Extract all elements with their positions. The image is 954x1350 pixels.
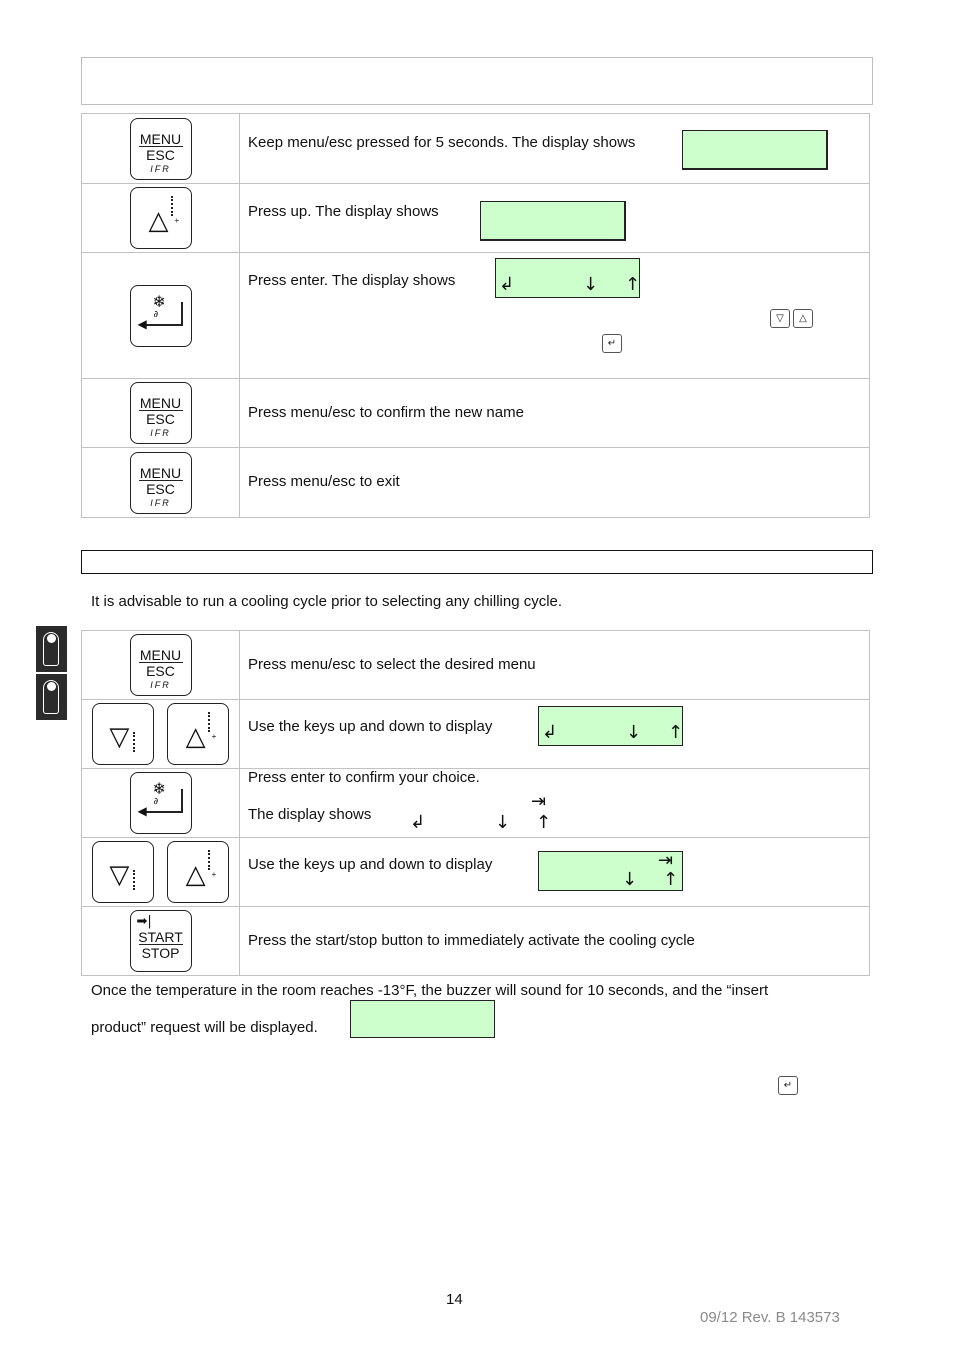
step-text-cell: [240, 184, 870, 253]
menu-esc-key-icon: MENU ESC IFR: [130, 634, 192, 696]
step-key-cell: [82, 838, 240, 907]
up-arrow-icon: ↑: [625, 274, 641, 295]
table-row: [82, 631, 870, 700]
step-text-cell: [240, 838, 870, 907]
up-arrow-icon: ↑: [663, 869, 679, 890]
step-key-cell: [82, 114, 240, 184]
section1-header-box: [81, 57, 873, 105]
step-text-cell: [240, 253, 870, 379]
down-arrow-icon: ↓: [626, 722, 642, 743]
section1-steps-table: [81, 113, 870, 518]
step-key-cell: [82, 907, 240, 976]
step-key-cell: [82, 184, 240, 253]
step-instruction: Use the keys up and down to display: [248, 856, 493, 873]
step-instruction: Press enter to confirm your choice.: [248, 769, 480, 786]
up-key-icon: △ +: [167, 841, 229, 903]
section2-outro-line2: product” request will be displayed.: [91, 1019, 318, 1036]
up-key-icon: △ +: [130, 187, 192, 249]
start-stop-key-icon: ➡| START STOP: [130, 910, 192, 972]
up-arrow-icon: ↑: [536, 812, 552, 833]
step-instruction: Press up. The display shows: [248, 203, 439, 220]
table-row: [82, 700, 870, 769]
step-key-cell: [82, 253, 240, 379]
section2-header-box: [81, 550, 873, 574]
up-key-mini-icon: △: [793, 309, 813, 328]
lcd-display: [538, 851, 683, 891]
operator-badge-icon: [36, 626, 67, 672]
tab-arrow-icon: ⇥: [531, 791, 547, 812]
step-instruction-2: The display shows: [248, 806, 372, 823]
menu-esc-key-icon: MENU ESC IFR: [130, 382, 192, 444]
step-instruction: Use the keys up and down to display: [248, 718, 493, 735]
down-arrow-icon: ↓: [495, 812, 511, 833]
step-instruction: Press menu/esc to exit: [248, 473, 400, 490]
menu-esc-key-icon: MENU ESC IFR: [130, 452, 192, 514]
lcd-display: [538, 706, 683, 746]
step-key-cell: [82, 700, 240, 769]
enter-key-icon: ❄ ∂ ◀: [130, 285, 192, 347]
table-row: [82, 838, 870, 907]
step-text-cell: [240, 769, 870, 838]
step-text-cell: [240, 907, 870, 976]
step-key-cell: [82, 769, 240, 838]
lcd-display: [682, 130, 828, 170]
up-arrow-icon: ↑: [668, 722, 684, 743]
enter-arrow-icon: ↲: [410, 812, 426, 833]
step-instruction: Press menu/esc to select the desired menu: [248, 656, 536, 673]
enter-key-icon: ❄ ∂ ◀: [130, 772, 192, 834]
table-row: [82, 907, 870, 976]
step-instruction: Press menu/esc to confirm the new name: [248, 404, 524, 421]
section2-intro: It is advisable to run a cooling cycle prior to selecting any chilling cycle.: [91, 593, 563, 610]
revision-label: 09/12 Rev. B 143573: [700, 1309, 840, 1326]
section2-steps-table: [81, 630, 870, 976]
menu-esc-key-icon: MENU ESC IFR: [130, 118, 192, 180]
step-text-cell: [240, 631, 870, 700]
down-arrow-icon: ↓: [622, 869, 638, 890]
table-row: [82, 184, 870, 253]
step-text-cell: [240, 114, 870, 184]
step-instruction: Keep menu/esc pressed for 5 seconds. The display shows: [248, 134, 636, 151]
down-arrow-icon: ↓: [583, 274, 599, 295]
lcd-display: [495, 258, 640, 298]
enter-key-mini-icon: ↵: [602, 334, 622, 353]
table-row: [82, 769, 870, 838]
down-key-icon: ▽: [92, 703, 154, 765]
enter-arrow-icon: ↲: [542, 722, 558, 743]
step-text-cell: [240, 448, 870, 518]
lcd-display: [480, 201, 626, 241]
step-text-cell: [240, 700, 870, 769]
section2-outro-line1: Once the temperature in the room reaches -13°F, the buzzer will sound for 10 seconds, and the “insert: [91, 982, 769, 999]
table-row: [82, 114, 870, 184]
down-key-mini-icon: ▽: [770, 309, 790, 328]
tab-arrow-icon: ⇥: [658, 850, 674, 871]
down-key-icon: ▽: [92, 841, 154, 903]
step-key-cell: [82, 379, 240, 448]
step-instruction: Press the start/stop button to immediately activate the cooling cycle: [248, 932, 695, 949]
step-text-cell: [240, 379, 870, 448]
step-instruction: Press enter. The display shows: [248, 272, 456, 289]
enter-arrow-icon: ↲: [499, 274, 515, 295]
chef-badge-icon: [36, 674, 67, 720]
table-row: [82, 379, 870, 448]
step-key-cell: [82, 631, 240, 700]
table-row: [82, 448, 870, 518]
enter-key-mini-icon: ↵: [778, 1076, 798, 1095]
up-key-icon: △ +: [167, 703, 229, 765]
insert-product-lcd-display: [350, 1000, 495, 1038]
table-row: [82, 253, 870, 379]
step-key-cell: [82, 448, 240, 518]
page-number: 14: [446, 1291, 463, 1308]
